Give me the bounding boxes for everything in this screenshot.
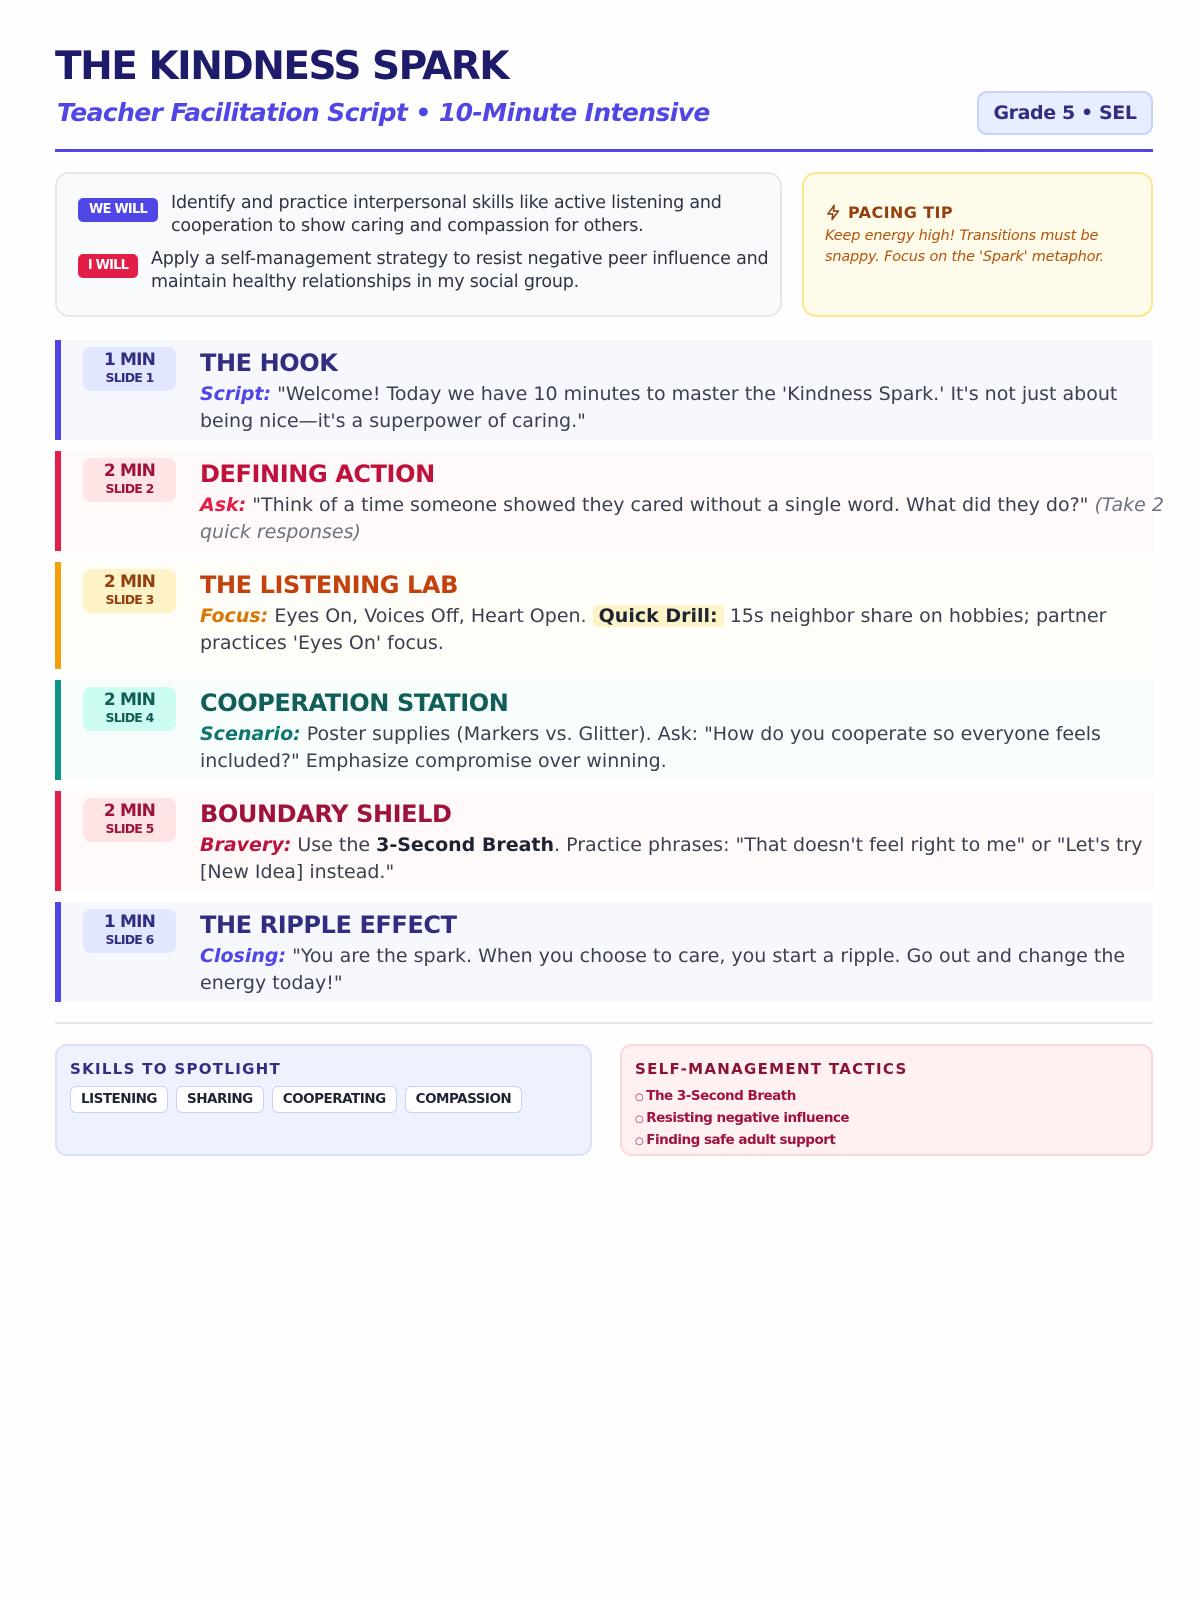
step-line-2: energy today!" — [200, 972, 343, 994]
step-title: THE LISTENING LAB — [200, 571, 458, 599]
step-title: COOPERATION STATION — [200, 689, 509, 717]
step-duration: 1 MIN — [103, 912, 156, 932]
we-will-tag: WE WILL — [78, 198, 158, 222]
skill-chip-sharing: SHARING — [176, 1086, 264, 1113]
bullet-icon: ○ — [635, 1092, 644, 1103]
step-slide: SLIDE 1 — [105, 370, 154, 385]
quick-drill-highlight: Quick Drill: — [593, 605, 724, 627]
step-body — [200, 943, 1160, 997]
skills-heading: SKILLS TO SPOTLIGHT — [70, 1060, 282, 1078]
step-line-1b: 15s neighbor share on hobbies; partner — [729, 605, 1107, 627]
i-will-tag: I WILL — [78, 254, 138, 278]
list-item — [635, 1108, 849, 1130]
page-header — [55, 40, 1153, 152]
step-line-1: "You are the spark. When you choose to care, you start a ripple. Go out and change the — [292, 945, 1126, 967]
page-subtitle: Teacher Facilitation Script • 10-Minute Intensive — [57, 98, 710, 127]
step-title: BOUNDARY SHIELD — [200, 800, 452, 828]
step-duration: 2 MIN — [103, 461, 156, 481]
step-duration: 2 MIN — [103, 801, 156, 821]
step-the-ripple-effect — [55, 902, 1153, 1002]
step-duration: 1 MIN — [103, 350, 156, 370]
step-body — [200, 492, 1164, 546]
step-duration: 2 MIN — [103, 572, 156, 592]
page-title: THE KINDNESS SPARK — [55, 44, 509, 89]
step-slide: SLIDE 4 — [105, 710, 154, 725]
pacing-tip-text: Keep energy high! Transitions must be snappy. Focus on the 'Spark' metaphor. — [825, 228, 1105, 265]
tactic-text: Finding safe adult support — [646, 1132, 836, 1148]
we-will-text: Identify and practice interpersonal skills like active listening and cooperation to show caring and compassion for others. — [171, 193, 722, 236]
pacing-tip-heading-text: PACING TIP — [848, 203, 954, 222]
step-body — [200, 381, 1160, 435]
objectives-panel — [55, 172, 782, 317]
skills-spotlight-panel — [55, 1044, 592, 1156]
self-management-tactics-panel — [620, 1044, 1153, 1156]
step-title: DEFINING ACTION — [200, 460, 435, 488]
step-the-listening-lab — [55, 562, 1153, 669]
step-cooperation-station — [55, 680, 1153, 780]
skill-chip-listening: LISTENING — [70, 1086, 168, 1113]
step-label: Ask: — [200, 494, 247, 516]
i-will-text: Apply a self-management strategy to resist negative peer influence and maintain healthy relationships in my social group. — [151, 249, 769, 292]
skill-chip-compassion: COMPASSION — [405, 1086, 523, 1113]
step-defining-action — [55, 451, 1164, 551]
step-time-badge — [83, 347, 176, 391]
step-boundary-shield — [55, 791, 1153, 891]
step-label: Bravery: — [200, 834, 292, 856]
step-slide: SLIDE 3 — [105, 592, 154, 607]
step-body — [200, 832, 1160, 886]
step-label: Script: — [200, 383, 272, 405]
tactic-text: Resisting negative influence — [646, 1110, 850, 1126]
pacing-tip-heading — [825, 203, 953, 222]
step-slide: SLIDE 5 — [105, 821, 154, 836]
step-time-badge — [83, 458, 176, 502]
bullet-icon: ○ — [635, 1136, 644, 1147]
list-item — [635, 1130, 849, 1152]
step-time-badge — [83, 798, 176, 842]
step-body — [200, 603, 1160, 657]
step-the-hook — [55, 340, 1153, 440]
tactics-heading: SELF-MANAGEMENT TACTICS — [635, 1060, 908, 1078]
step-duration: 2 MIN — [103, 690, 156, 710]
lightning-icon — [825, 204, 842, 221]
step-line-1a: Use the — [297, 834, 371, 856]
step-line-2: practices 'Eyes On' focus. — [200, 632, 444, 654]
step-label: Closing: — [200, 945, 287, 967]
list-item — [635, 1086, 849, 1108]
step-line-2: being nice—it's a superpower of caring." — [200, 410, 586, 432]
grade-badge: Grade 5 • SEL — [977, 91, 1153, 135]
bullet-icon: ○ — [635, 1114, 644, 1125]
step-slide: SLIDE 2 — [105, 481, 154, 496]
skill-chip-cooperating: COOPERATING — [272, 1086, 397, 1113]
step-label: Scenario: — [200, 723, 301, 745]
step-line-2: included?" Emphasize compromise over winning. — [200, 750, 667, 772]
step-line-1: "Think of a time someone showed they cared without a single word. What did they do?" — [252, 494, 1089, 516]
step-line-2: [New Idea] instead." — [200, 861, 395, 883]
step-title: THE HOOK — [200, 349, 338, 377]
step-time-badge — [83, 569, 176, 613]
step-title: THE RIPPLE EFFECT — [200, 911, 457, 939]
step-emphasis: 3-Second Breath — [376, 834, 555, 856]
step-slide: SLIDE 6 — [105, 932, 154, 947]
step-line-1a: Eyes On, Voices Off, Heart Open. — [274, 605, 587, 627]
step-line-1: "Welcome! Today we have 10 minutes to master the 'Kindness Spark.' It's not just about — [277, 383, 1118, 405]
section-divider — [55, 1022, 1153, 1024]
step-line-1: Poster supplies (Markers vs. Glitter). Ask: "How do you cooperate so everyone feels — [306, 723, 1101, 745]
pacing-tip-panel — [802, 172, 1153, 317]
step-line-1b: . Practice phrases: "That doesn't feel right to me" or "Let's try — [554, 834, 1143, 856]
step-aside: (Take 2 — [1094, 494, 1164, 516]
step-time-badge — [83, 687, 176, 731]
step-body — [200, 721, 1160, 775]
step-label: Focus: — [200, 605, 269, 627]
tactic-text: The 3-Second Breath — [646, 1088, 796, 1104]
step-aside-continued: quick responses) — [200, 521, 361, 543]
skill-chips — [70, 1086, 522, 1113]
step-time-badge — [83, 909, 176, 953]
tactics-list — [635, 1086, 849, 1152]
